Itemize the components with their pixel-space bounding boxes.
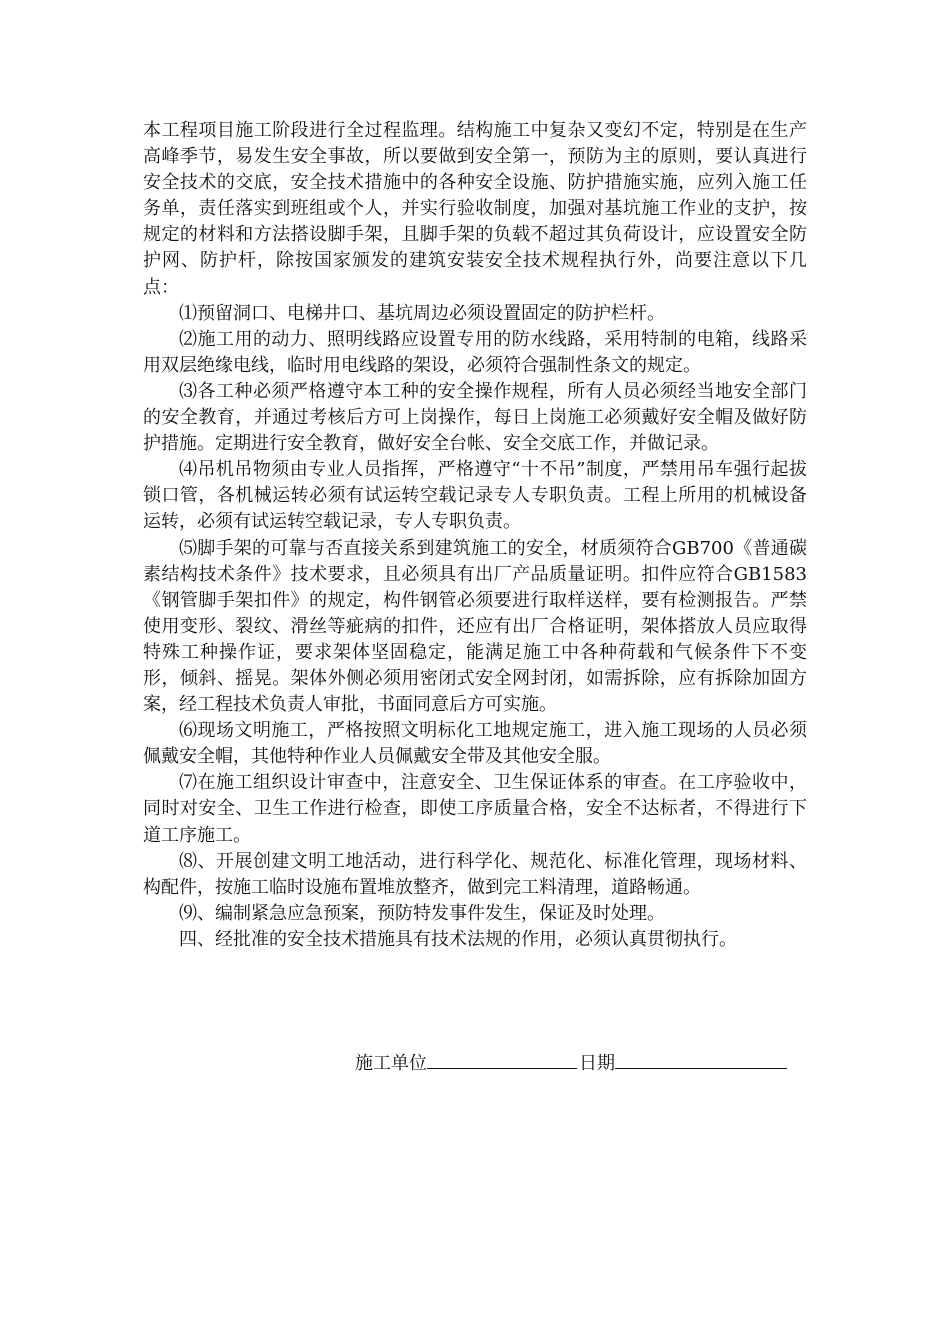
- item-8-paragraph: ⑻、开展创建文明工地活动，进行科学化、规范化、标准化管理，现场材料、构配件，按施工临时设施布置堆放整齐，做到完工料清理，道路畅通。: [143, 850, 807, 898]
- document-body: [143, 118, 807, 953]
- item-1-paragraph: ⑴预留洞口、电梯井口、基坑周边必须设置固定的防护栏杆。: [179, 302, 665, 324]
- item-3-paragraph: ⑶各工种必须严格遵守本工种的安全操作规程，所有人员必须经当地安全部门的安全教育，并通过考核后方可上岗操作，每日上岗施工必须戴好安全帽及做好防护措施。定期进行安全教育，做好安全台帐、安全交底工作，并做记录。: [143, 380, 807, 455]
- intro-paragraph: 本工程项目施工阶段进行全过程监理。结构施工中复杂又变幻不定，特别是在生产高峰季节，易发生安全事故，所以要做到安全第一，预防为主的原则，要认真进行安全技术的交底，安全技术措施中的各种安全设施、防护措施实施，应列入施工任务单，责任落实到班组或个人，并实行验收制度，加强对基坑施工作业的支护，按规定的材料和方法搭设脚手架，且脚手架的负载不超过其负荷设计，应设置安全防护网、防护杆，除按国家颁发的建筑安装安全技术规程执行外，尚要注意以下几点：: [143, 120, 807, 298]
- section-four-paragraph: 四、经批准的安全技术措施具有技术法规的作用，必须认真贯彻执行。: [179, 928, 737, 950]
- item-4-paragraph: ⑷吊机吊物须由专业人员指挥，严格遵守“十不吊”制度，严禁用吊车强行起拔锁口管，各机械运转必须有试运转空载记录专人专职负责。工程上所用的机械设备运转，必须有试运转空载记录，专人专职负责。: [143, 459, 807, 533]
- item-5-paragraph: ⑸脚手架的可靠与否直接关系到建筑施工的安全，材质须符合GB700《普通碳素结构技术条件》技术要求，且必须具有出厂产品质量证明。扣件应符合GB1583《钢管脚手架扣件》的规定，构件钢管必须要进行取样送样，要有检测报告。严禁使用变形、裂纹、滑丝等疵病的扣件，还应有出厂合格证明，架体搭放人员应取得特殊工种操作证，要求架体坚固稳定，能满足施工中各种荷载和气候条件下不变形，倾斜、摇晃。架体外侧必须用密闭式安全网封闭，如需拆除，应有拆除加固方案，经工程技术负责人审批，书面同意后方可实施。: [143, 537, 807, 716]
- item-2-paragraph: ⑵施工用的动力、照明线路应设置专用的防水线路，采用特制的电箱，线路采用双层绝缘电线，临时用电线路的架设，必须符合强制性条文的规定。: [143, 328, 807, 376]
- construction-unit-blank[interactable]: [427, 1050, 577, 1069]
- date-label: 日期: [579, 1053, 615, 1074]
- construction-unit-label: 施工单位: [355, 1053, 427, 1074]
- item-6-paragraph: ⑹现场文明施工，严格按照文明标化工地规定施工，进入施工现场的人员必须佩戴安全帽，其他特种作业人员佩戴安全带及其他安全服。: [143, 720, 807, 768]
- date-blank[interactable]: [615, 1050, 787, 1069]
- signature-line: [355, 1050, 787, 1077]
- item-9-paragraph: ⑼、编制紧急应急预案，预防特发事件发生，保证及时处理。: [179, 902, 665, 924]
- item-7-paragraph: ⑺在施工组织设计审查中，注意安全、卫生保证体系的审查。在工序验收中，同时对安全、卫生工作进行检查，即使工序质量合格，安全不达标者，不得进行下道工序施工。: [143, 772, 807, 846]
